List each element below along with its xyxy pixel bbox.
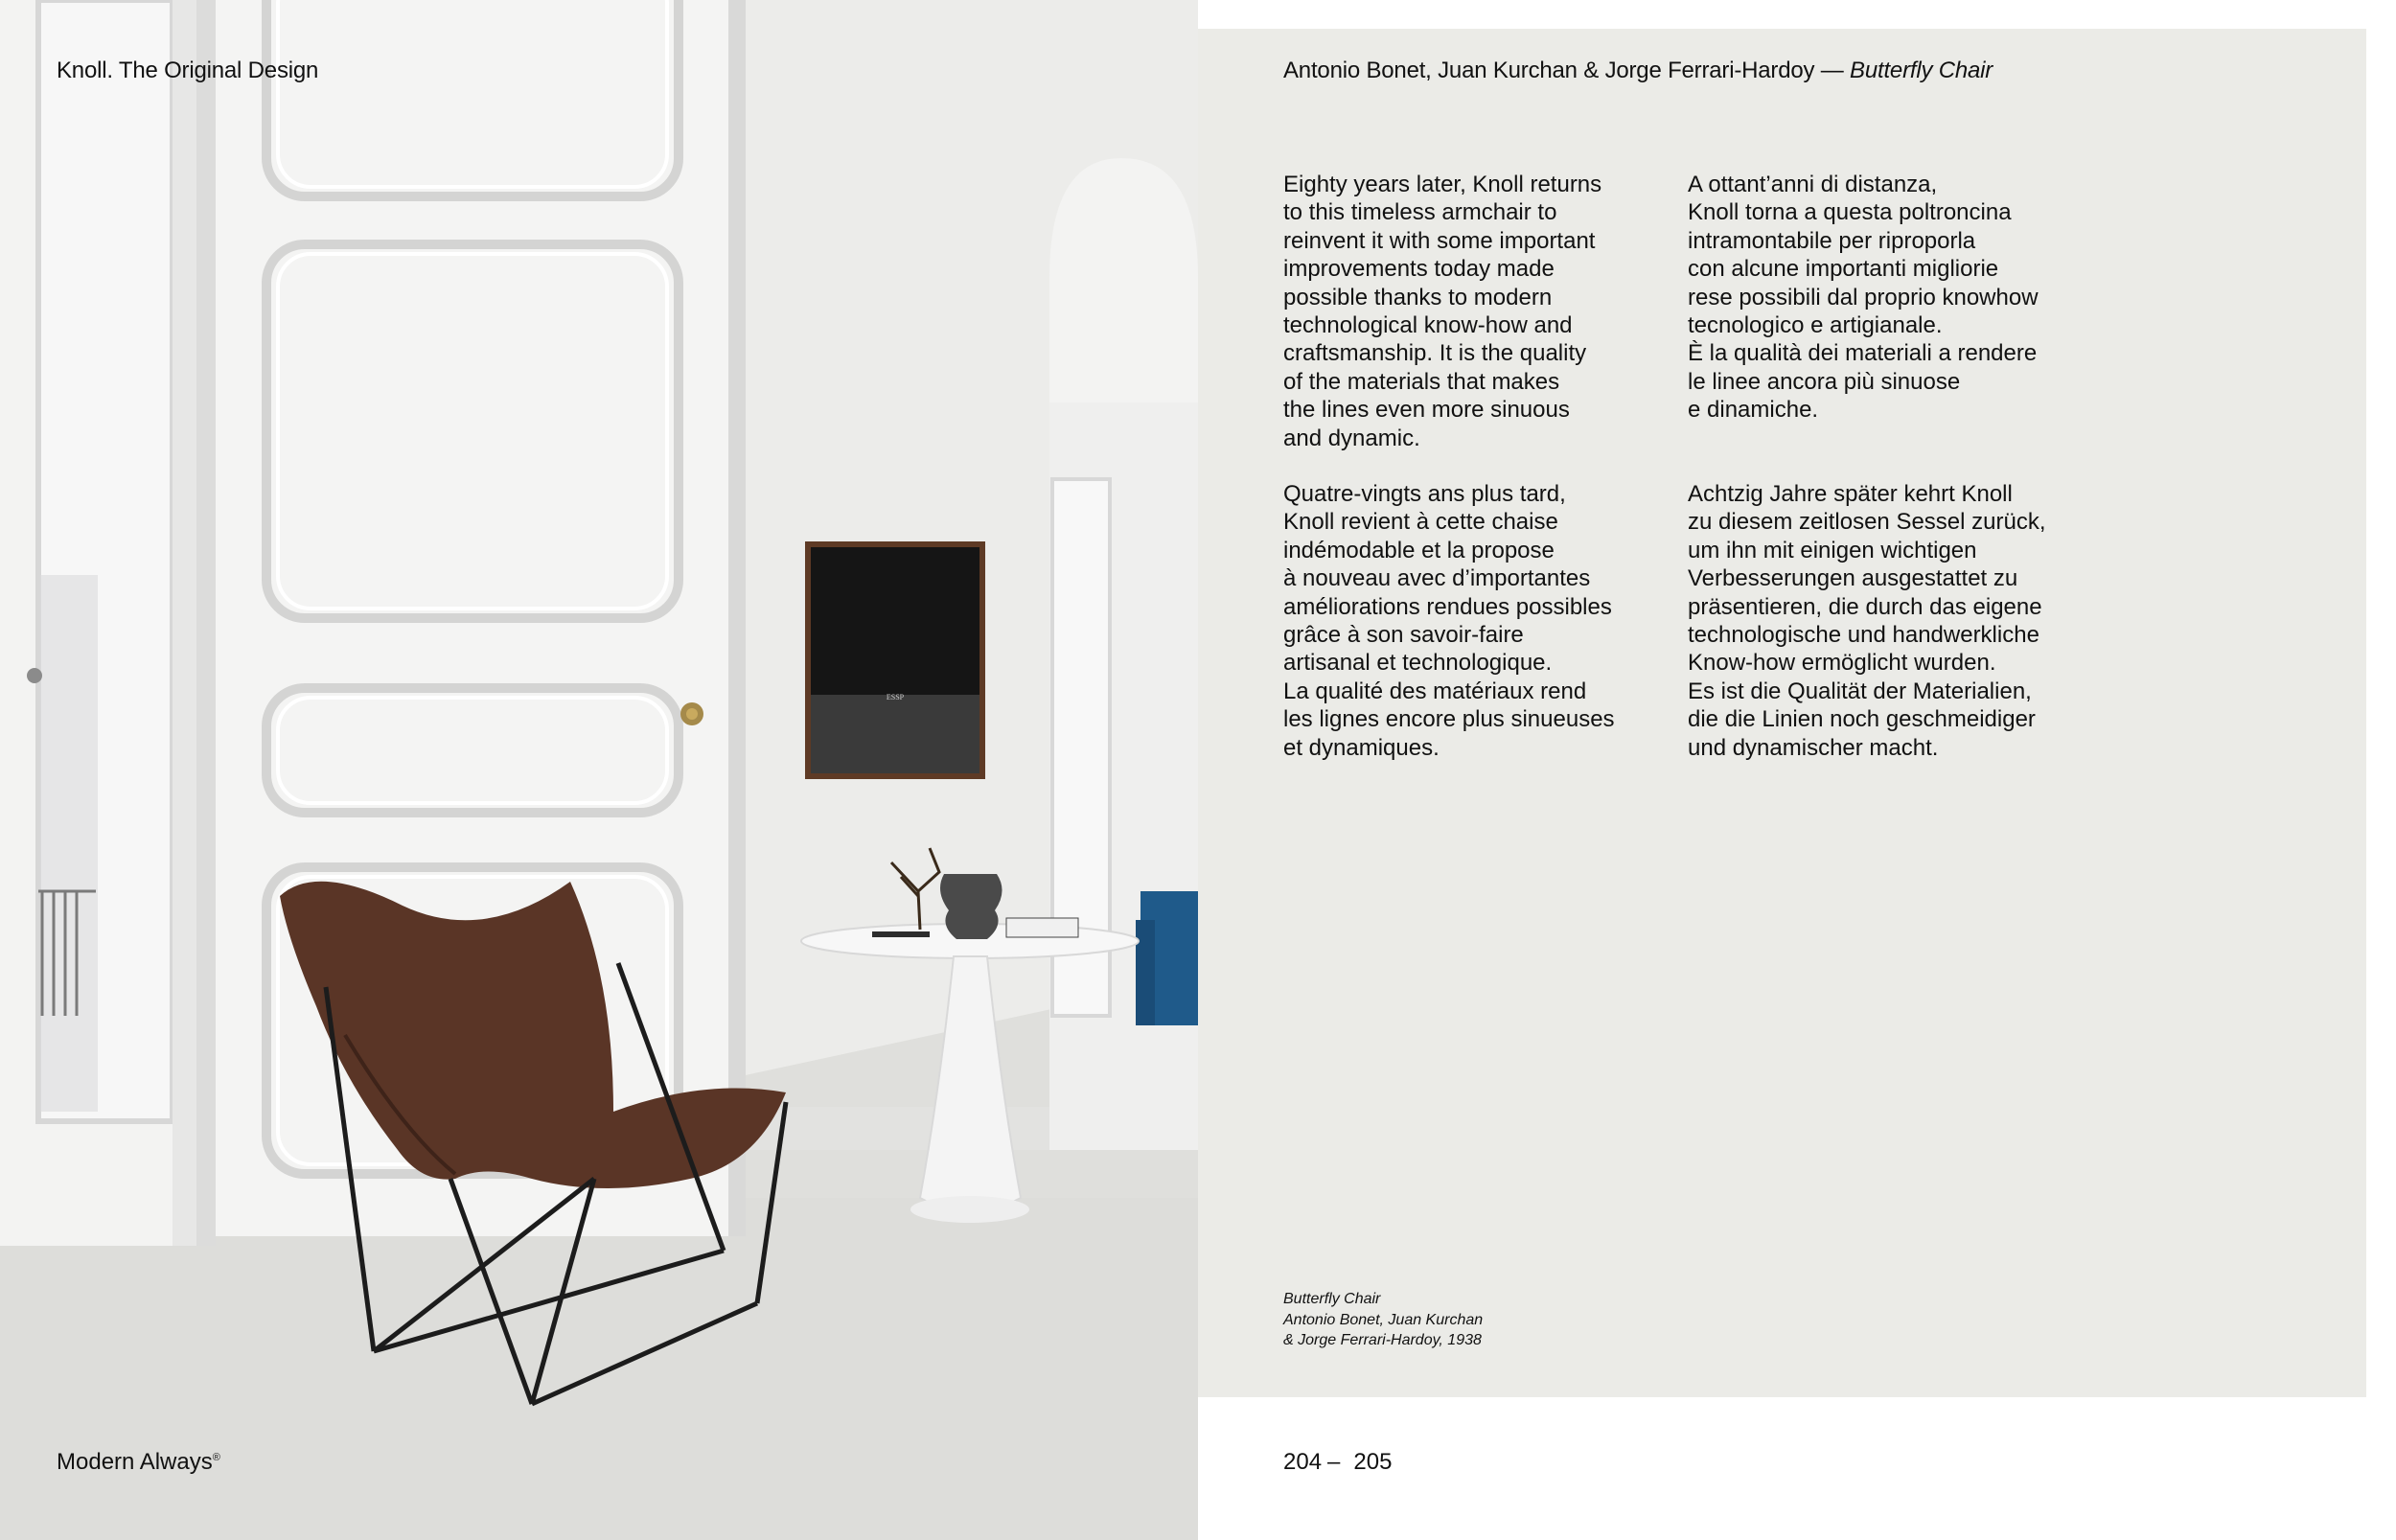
running-head-right	[1283, 57, 1993, 84]
footer-brand	[57, 1449, 220, 1476]
text-german: Achtzig Jahre später kehrt Knoll zu diesem zeitlosen Sessel zurück, um ihn mit einigen wichtigen Verbesserungen ausgestattet zu präsentieren, die durch das eigene technologische und handwerkliche Know-how ermöglicht wurden. Es ist die Qualität der Materialien, die die Linien noch geschmeidiger und dynamischer macht.	[1688, 481, 2046, 761]
text-italian: A ottant’anni di distanza, Knoll torna a questa poltroncina intramontabile per riproporla con alcune importanti migliorie rese possibili dal proprio knowhow tecnologico e artigianale. È la qualità dei materiali a rendere le linee ancora più sinuose e dinamiche.	[1688, 172, 2039, 424]
running-head-title: Butterfly Chair	[1850, 57, 1993, 83]
page-number-separator: –	[1327, 1449, 1341, 1475]
page-number-left: 204	[1283, 1449, 1323, 1475]
photo-caption: Butterfly Chair Antonio Bonet, Juan Kurchan & Jorge Ferrari-Hardoy, 1938	[1283, 1291, 1484, 1348]
page-number-right: 205	[1353, 1449, 1393, 1475]
registered-mark: ®	[212, 1452, 220, 1463]
page-numbers	[1283, 1449, 1392, 1476]
vase	[940, 874, 1002, 939]
brand-name: Modern Always	[57, 1449, 213, 1475]
window-handle	[27, 668, 42, 683]
running-head-designers: Antonio Bonet, Juan Kurchan & Jorge Ferrari-Hardoy —	[1283, 57, 1851, 83]
text-english: Eighty years later, Knoll returns to this timeless armchair to reinvent it with some important improvements today made possible thanks to modern technological know-how and craftsmanship. It is the quality of the materials that makes the lines even more sinuous and dynamic.	[1283, 172, 1602, 451]
running-head-left: Knoll. The Original Design	[57, 57, 319, 83]
artwork-label: ESSP	[886, 693, 905, 701]
text-french: Quatre-vingts ans plus tard, Knoll revient à cette chaise indémodable et la propose à nouveau avec d’importantes améliorations rendues possibles grâce à son savoir-faire artisanal et technologique. La qualité des matériaux rend les lignes encore plus sinueuses et dynamiques.	[1283, 481, 1615, 761]
